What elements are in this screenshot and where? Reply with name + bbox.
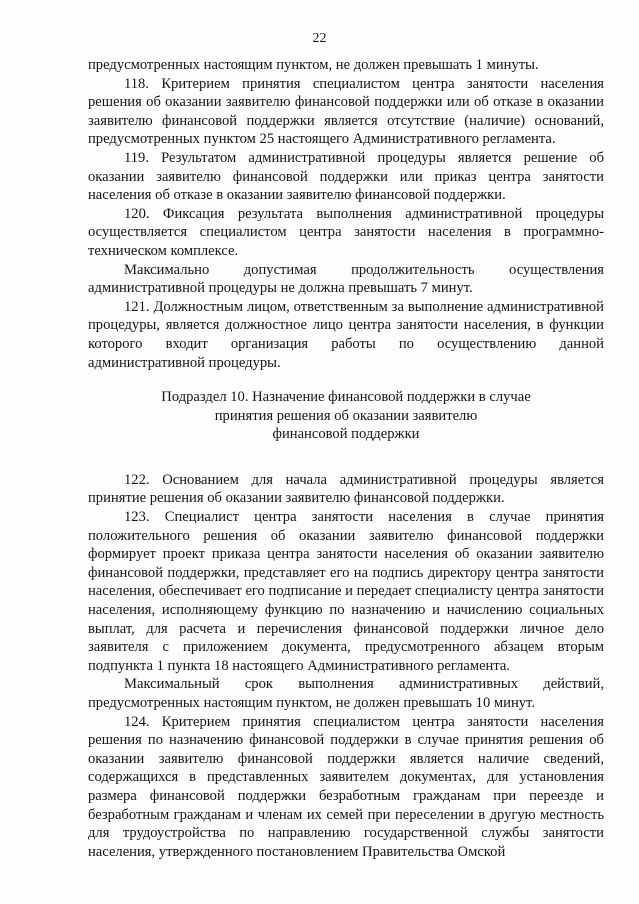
- paragraph-123: 123. Специалист центра занятости населения в случае принятия положительного решения об оказании заявителю финансовой поддержки формирует проект приказа центра занятости населения об оказании заявителю финансовой поддержки, представляет его на подпись директору центра занятости населения, обеспечивает его подписание и передает специалисту центра занятости населения, исполняющему функцию по назначению и начислению социальных выплат, для расчета и перечисления финансовой поддержки личное дело заявителя с приложением документа, предусмотренного абзацем вторым подпункта 1 пункта 18 настоящего Административного регламента.: [88, 509, 604, 674]
- subsection-heading: [88, 388, 604, 444]
- subsection-heading-line: принятия решения об оказании заявителю: [214, 407, 478, 424]
- paragraph: предусмотренных настоящим пунктом, не должен превышать 1 минуты.: [88, 57, 539, 73]
- paragraph-124: 124. Критерием принятия специалистом центра занятости населения решения по назначению финансовой поддержки в случае принятия решения об оказании заявителю финансовой поддержки является наличие сведений, содержащихся в представленных заявителем документах, для установления размера финансовой поддержки безработным гражданам при переезде и безработным гражданам и членам их семей при переселении в другую местность для трудоустройства по направлению государственной службы занятости населения, утвержденного постановлением Правительства Омской: [88, 713, 604, 860]
- paragraph-118: 118. Критерием принятия специалистом центра занятости населения решения об оказании заявителю финансовой поддержки или об отказе в оказании заявителю финансовой поддержки является отсутствие (наличие) оснований, предусмотренных пунктом 25 настоящего Административного регламента.: [88, 75, 604, 148]
- paragraph-119: 119. Результатом административной процедуры является решение об оказании заявителю финансовой поддержки или приказ центра занятости населения об отказе в оказании заявителю финансовой поддержки.: [88, 149, 604, 204]
- paragraph-122: 122. Основанием для начала административной процедуры является принятие решения об оказании заявителю финансовой поддержки.: [88, 471, 604, 507]
- paragraph-120-duration: Максимально допустимая продолжительность осуществления административной процедуры не должна превышать 7 минут.: [88, 261, 604, 297]
- paragraph-120: 120. Фиксация результата выполнения административной процедуры осуществляется специалистом центра занятости населения в программно-техническом комплексе.: [88, 205, 604, 259]
- document-body: [88, 56, 604, 861]
- page-number: 22: [312, 31, 327, 46]
- subsection-heading-line: Подраздел 10. Назначение финансовой поддержки в случае: [161, 389, 531, 406]
- subsection-heading-line: финансовой поддержки: [272, 426, 420, 443]
- paragraph-123-duration: Максимальный срок выполнения административных действий, предусмотренных настоящим пунктом, не должен превышать 10 минут.: [88, 676, 604, 711]
- paragraph-121: 121. Должностным лицом, ответственным за выполнение административной процедуры, является должностное лицо центра занятости населения, в функции которого входит организация работы по осуществлению данной административной процедуры.: [88, 298, 604, 371]
